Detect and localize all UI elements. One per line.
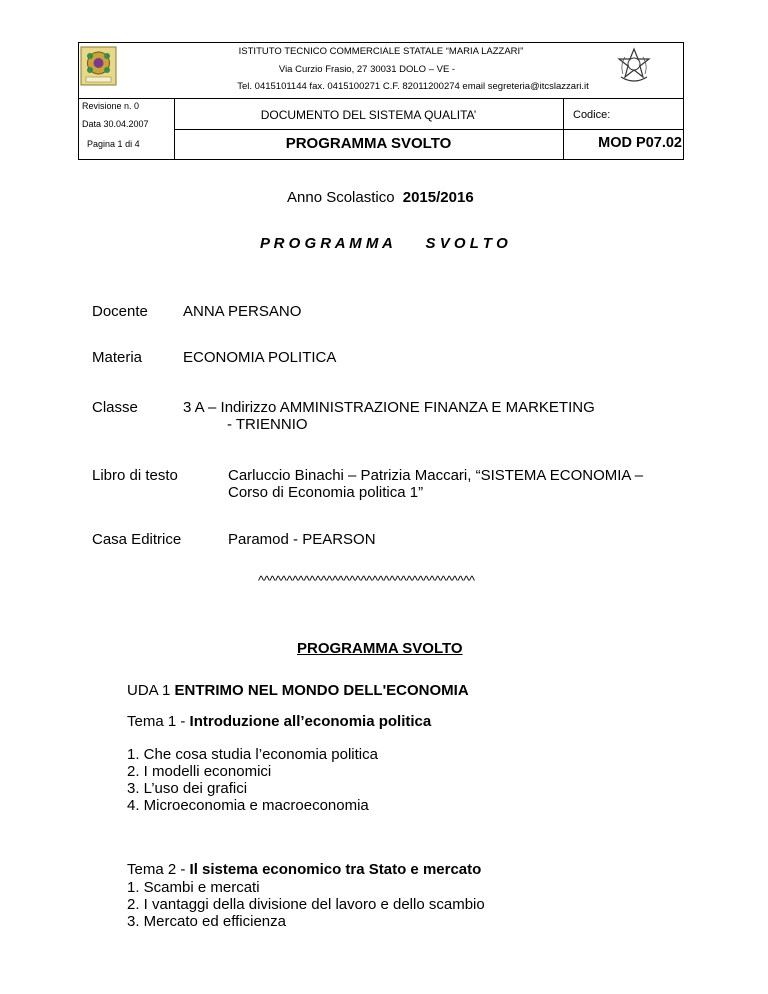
tema1-heading <box>127 713 431 730</box>
tema1-title: Introduzione all’economia politica <box>189 713 432 730</box>
materia-label: Materia <box>92 349 143 366</box>
list-item: 3. Mercato ed efficienza <box>127 913 286 930</box>
system-doc-label: DOCUMENTO DEL SISTEMA QUALITA’ <box>260 108 477 122</box>
tema2-prefix: Tema 2 - <box>127 861 190 878</box>
header-divider <box>174 129 563 130</box>
materia-value: ECONOMIA POLITICA <box>183 349 337 366</box>
list-item: 1. Scambi e mercati <box>127 879 260 896</box>
document-header <box>78 42 684 160</box>
separator-line: ^^^^^^^^^^^^^^^^^^^^^^^^^^^^^^^^^^^^^^ <box>258 573 475 588</box>
revision-date: Data 30.04.2007 <box>82 119 149 129</box>
code-divider <box>563 129 683 130</box>
editrice-label: Casa Editrice <box>92 531 182 548</box>
list-item: 2. I modelli economici <box>127 763 272 780</box>
school-year-label: Anno Scolastico <box>287 189 395 206</box>
uda-title: ENTRIMO NEL MONDO DELL'ECONOMIA <box>174 682 469 699</box>
tema2-list <box>127 879 485 930</box>
tema1-prefix: Tema 1 - <box>127 713 190 730</box>
classe-value-line1: 3 A – Indirizzo AMMINISTRAZIONE FINANZA E MARKETING <box>183 399 595 416</box>
tema2-heading <box>127 861 481 878</box>
main-title: P R O G R A M M A S V O L T O <box>260 235 508 252</box>
list-item: 2. I vantaggi della divisione del lavoro e dello scambio <box>127 896 485 913</box>
institute-name: ISTITUTO TECNICO COMMERCIALE STATALE “MARIA LAZZARI” <box>238 46 524 57</box>
classe-value-line2: - TRIENNIO <box>227 416 308 433</box>
docente-value: ANNA PERSANO <box>183 303 302 320</box>
tema2-title: Il sistema economico tra Stato e mercato <box>189 861 482 878</box>
classe-label: Classe <box>92 399 138 416</box>
page-number: 1 <box>117 139 123 149</box>
page-label: Pagina <box>87 139 116 149</box>
doc-code: MOD P07.02 <box>598 135 682 151</box>
school-year <box>287 189 474 206</box>
revision-number: Revisione n. 0 <box>82 101 140 111</box>
section-heading: PROGRAMMA SVOLTO <box>297 640 463 657</box>
code-label: Codice: <box>573 109 611 121</box>
school-year-value: 2015/2016 <box>402 189 474 206</box>
list-item: 1. Che cosa studia l’economia politica <box>127 746 378 763</box>
page-total: di 4 <box>125 139 140 149</box>
institute-address: Via Curzio Frasio, 27 30031 DOLO – VE - <box>278 64 456 75</box>
uda-heading <box>127 682 469 699</box>
page-indicator <box>87 139 140 149</box>
uda-prefix: UDA 1 <box>127 682 175 699</box>
list-item: 3. L’uso dei grafici <box>127 780 248 797</box>
libro-value-line2: Corso di Economia politica 1” <box>228 484 424 501</box>
revision-column <box>79 99 175 160</box>
tema1-list <box>127 746 378 814</box>
quality-doc-block <box>79 98 683 160</box>
docente-label: Docente <box>92 303 148 320</box>
doc-title: PROGRAMMA SVOLTO <box>285 135 452 152</box>
libro-value-line1: Carluccio Binachi – Patrizia Maccari, “SISTEMA ECONOMIA – <box>228 467 644 484</box>
republic-emblem <box>617 47 651 85</box>
libro-label: Libro di testo <box>92 467 178 484</box>
editrice-value: Paramod - PEARSON <box>228 531 376 548</box>
list-item: 4. Microeconomia e macroeconomia <box>127 797 369 814</box>
institute-contacts: Tel. 0415101144 fax. 0415100271 C.F. 82011200274 email segreteria@itcslazzari.it <box>237 81 589 92</box>
institute-block <box>79 43 683 98</box>
